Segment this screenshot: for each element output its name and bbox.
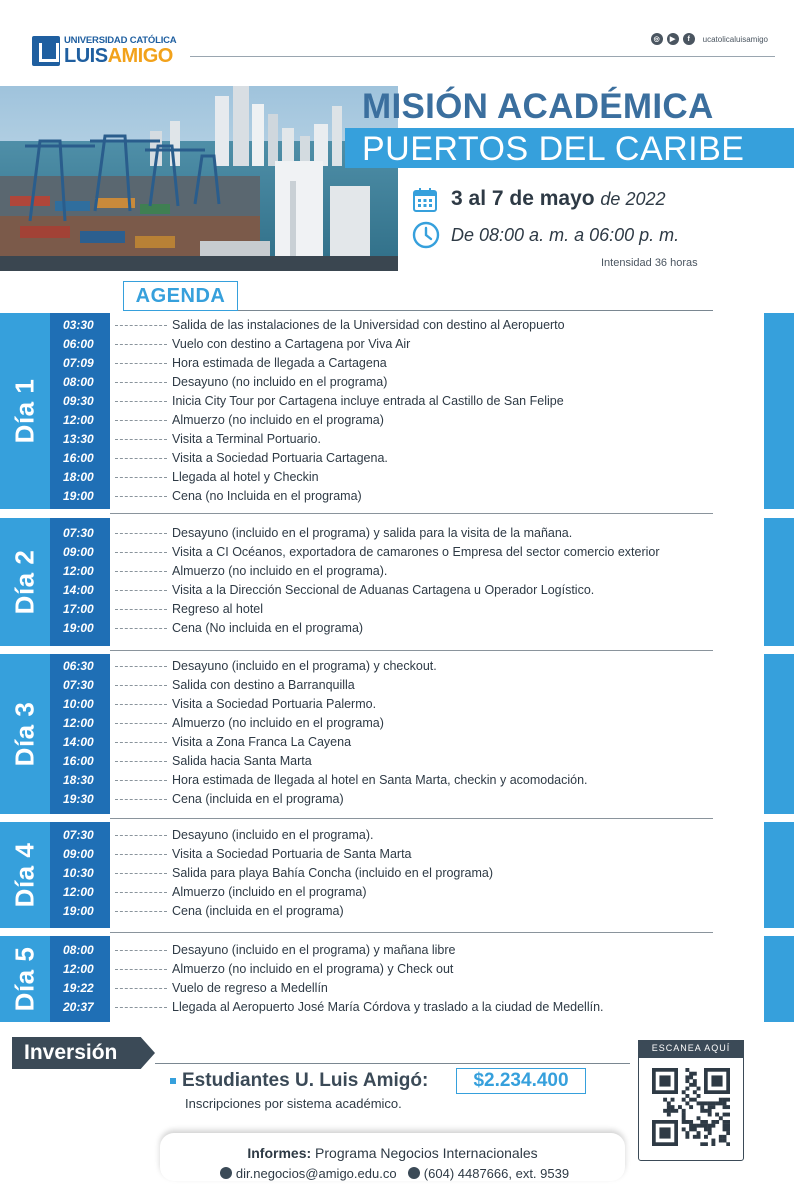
agenda-time: 17:00	[63, 602, 94, 616]
agenda-time: 10:00	[63, 697, 94, 711]
agenda-description: Desayuno (incluido en el programa) y checkout.	[172, 659, 437, 673]
agenda-row	[0, 619, 794, 638]
info-line: Informes: Programa Negocios Internacionales	[247, 1145, 538, 1161]
agenda-description: Vuelo con destino a Cartagena por Viva Air	[172, 337, 411, 351]
agenda-dash	[115, 590, 167, 591]
header-divider	[190, 56, 775, 57]
agenda-row	[0, 902, 794, 921]
agenda-time: 07:30	[63, 678, 94, 692]
agenda-dash	[115, 1007, 167, 1008]
agenda-dash	[115, 325, 167, 326]
agenda-time: 19:00	[63, 904, 94, 918]
agenda-row	[0, 354, 794, 373]
agenda-description: Almuerzo (no incluido en el programa).	[172, 564, 388, 578]
agenda-dash	[115, 496, 167, 497]
agenda-dash	[115, 835, 167, 836]
agenda-time: 03:30	[63, 318, 94, 332]
day-separator	[110, 932, 713, 933]
agenda-time: 07:30	[63, 828, 94, 842]
event-dates: 3 al 7 de mayo de 2022	[451, 187, 666, 210]
agenda-time: 12:00	[63, 564, 94, 578]
logo-top-text: UNIVERSIDAD CATÓLICA	[64, 35, 177, 46]
agenda-row	[0, 392, 794, 411]
agenda-description: Visita a Zona Franca La Cayena	[172, 735, 352, 749]
qr-header-text: ESCANEA AQUÍ	[651, 1043, 731, 1053]
agenda-description: Desayuno (no incluido en el programa)	[172, 375, 388, 389]
agenda-dash	[115, 552, 167, 553]
agenda-dash	[115, 742, 167, 743]
investment-label: Inversión	[24, 1041, 118, 1064]
agenda-divider	[238, 310, 713, 311]
agenda-time: 06:00	[63, 337, 94, 351]
agenda-row	[0, 864, 794, 883]
agenda-description: Hora estimada de llegada al hotel en Santa Marta, checkin y acomodación.	[172, 773, 588, 787]
agenda-time: 19:30	[63, 792, 94, 806]
qr-code[interactable]	[652, 1068, 730, 1146]
day-label: Día 2	[9, 549, 40, 615]
agenda-dash	[115, 382, 167, 383]
investment-divider	[155, 1063, 630, 1064]
agenda-description: Visita a Terminal Portuario.	[172, 432, 321, 446]
agenda-dash	[115, 628, 167, 629]
agenda-description: Visita a la Dirección Seccional de Aduanas Cartagena u Operador Logístico.	[172, 583, 595, 597]
agenda-row	[0, 733, 794, 752]
agenda-dash	[115, 892, 167, 893]
agenda-time: 16:00	[63, 754, 94, 768]
agenda-row	[0, 883, 794, 902]
agenda-row	[0, 524, 794, 543]
agenda-description: Inicia City Tour por Cartagena incluye entrada al Castillo de San Felipe	[172, 394, 564, 408]
title-line2: PUERTOS DEL CARIBE	[362, 130, 745, 168]
agenda-description: Cena (no Incluida en el programa)	[172, 489, 362, 503]
agenda-description: Salida de las instalaciones de la Universidad con destino al Aeropuerto	[172, 318, 565, 332]
calendar-icon	[412, 187, 438, 213]
agenda-row	[0, 676, 794, 695]
agenda-time: 07:30	[63, 526, 94, 540]
agenda-row	[0, 790, 794, 809]
title-line1: MISIÓN ACADÉMICA	[362, 87, 714, 126]
agenda-description: Visita a CI Océanos, exportadora de camarones o Empresa del sector comercio exterior	[172, 545, 660, 559]
agenda-dash	[115, 420, 167, 421]
agenda-description: Almuerzo (no incluido en el programa) y Check out	[172, 962, 454, 976]
agenda-row	[0, 998, 794, 1017]
agenda-row	[0, 600, 794, 619]
agenda-row	[0, 714, 794, 733]
agenda-dash	[115, 363, 167, 364]
agenda-dash	[115, 344, 167, 345]
agenda-dash	[115, 780, 167, 781]
agenda-dash	[115, 401, 167, 402]
facebook-icon[interactable]: f	[683, 33, 695, 45]
agenda-description: Regreso al hotel	[172, 602, 264, 616]
students-label: Estudiantes U. Luis Amigó:	[170, 1070, 428, 1092]
agenda-time: 06:30	[63, 659, 94, 673]
agenda-row	[0, 581, 794, 600]
agenda-dash	[115, 799, 167, 800]
day-separator	[110, 513, 713, 514]
agenda-description: Visita a Sociedad Portuaria Cartagena.	[172, 451, 388, 465]
event-time: De 08:00 a. m. a 06:00 p. m.	[451, 225, 680, 245]
agenda-row	[0, 845, 794, 864]
agenda-row	[0, 960, 794, 979]
agenda-time: 14:00	[63, 583, 94, 597]
agenda-row	[0, 752, 794, 771]
agenda-time: 07:09	[63, 356, 94, 370]
agenda-time: 14:00	[63, 735, 94, 749]
agenda-time: 08:00	[63, 943, 94, 957]
agenda-row	[0, 468, 794, 487]
agenda-dash	[115, 873, 167, 874]
agenda-dash	[115, 950, 167, 951]
agenda-row	[0, 562, 794, 581]
agenda-time: 18:00	[63, 470, 94, 484]
agenda-time: 20:37	[63, 1000, 94, 1014]
agenda-row	[0, 543, 794, 562]
agenda-description: Llegada al hotel y Checkin	[172, 470, 319, 484]
agenda-dash	[115, 988, 167, 989]
agenda-description: Salida para playa Bahía Concha (incluido en el programa)	[172, 866, 494, 880]
agenda-dash	[115, 477, 167, 478]
agenda-time: 12:00	[63, 413, 94, 427]
agenda-description: Almuerzo (incluido en el programa)	[172, 885, 367, 899]
enroll-note: Inscripciones por sistema académico.	[185, 1096, 402, 1111]
agenda-time: 12:00	[63, 885, 94, 899]
agenda-time: 19:00	[63, 489, 94, 503]
day-label: Día 5	[9, 946, 40, 1012]
agenda-description: Salida con destino a Barranquilla	[172, 678, 355, 692]
agenda-dash	[115, 666, 167, 667]
agenda-dash	[115, 685, 167, 686]
agenda-row	[0, 941, 794, 960]
agenda-row	[0, 771, 794, 790]
agenda-description: Cena (incluida en el programa)	[172, 792, 344, 806]
day-separator	[110, 650, 713, 651]
agenda-description: Visita a Sociedad Portuaria de Santa Marta	[172, 847, 412, 861]
agenda-row	[0, 657, 794, 676]
agenda-description: Almuerzo (no incluido en el programa)	[172, 413, 384, 427]
agenda-time: 09:30	[63, 394, 94, 408]
phone-number[interactable]: (604) 4487666, ext. 9539	[423, 1166, 570, 1181]
agenda-description: Almuerzo (no incluido en el programa)	[172, 716, 384, 730]
agenda-time: 12:00	[63, 962, 94, 976]
agenda-dash	[115, 609, 167, 610]
agenda-time: 08:00	[63, 375, 94, 389]
agenda-row	[0, 430, 794, 449]
agenda-time: 10:30	[63, 866, 94, 880]
agenda-time: 16:00	[63, 451, 94, 465]
agenda-label: AGENDA	[135, 285, 226, 307]
agenda-dash	[115, 969, 167, 970]
event-hours: Intensidad 36 horas	[601, 257, 698, 269]
agenda-time: 18:30	[63, 773, 94, 787]
agenda-time: 13:30	[63, 432, 94, 446]
port-photo	[0, 86, 398, 271]
agenda-description: Cena (No incluida en el programa)	[172, 621, 364, 635]
youtube-icon[interactable]: ▶	[667, 33, 679, 45]
agenda-time: 09:00	[63, 847, 94, 861]
agenda-description: Desayuno (incluido en el programa).	[172, 828, 374, 842]
day-separator	[110, 818, 713, 819]
agenda-time: 09:00	[63, 545, 94, 559]
day-label: Día 4	[9, 842, 40, 908]
day-label: Día 3	[9, 701, 40, 767]
contact-line	[160, 1166, 625, 1181]
logo-shield-icon	[32, 36, 60, 66]
agenda-dash	[115, 571, 167, 572]
phone-icon	[408, 1167, 420, 1179]
agenda-row	[0, 487, 794, 506]
email-icon	[220, 1167, 232, 1179]
agenda-description: Llegada al Aeropuerto José María Córdova y traslado a la ciudad de Medellín.	[172, 1000, 604, 1014]
agenda-time: 12:00	[63, 716, 94, 730]
agenda-description: Visita a Sociedad Portuaria Palermo.	[172, 697, 377, 711]
agenda-description: Desayuno (incluido en el programa) y salida para la visita de la mañana.	[172, 526, 573, 540]
agenda-row	[0, 826, 794, 845]
agenda-description: Salida hacia Santa Marta	[172, 754, 312, 768]
agenda-row	[0, 695, 794, 714]
day-label: Día 1	[9, 378, 40, 444]
agenda-row	[0, 373, 794, 392]
agenda-dash	[115, 911, 167, 912]
agenda-description: Vuelo de regreso a Medellín	[172, 981, 328, 995]
agenda-description: Hora estimada de llegada a Cartagena	[172, 356, 387, 370]
agenda-time: 19:00	[63, 621, 94, 635]
agenda-description: Desayuno (incluido en el programa) y mañana libre	[172, 943, 456, 957]
agenda-dash	[115, 723, 167, 724]
social-handle[interactable]: ucatolicaluisamigo	[702, 34, 768, 44]
agenda-dash	[115, 704, 167, 705]
agenda-row	[0, 335, 794, 354]
agenda-description: Cena (incluida en el programa)	[172, 904, 344, 918]
agenda-dash	[115, 854, 167, 855]
agenda-row	[0, 411, 794, 430]
agenda-row	[0, 316, 794, 335]
agenda-time: 19:22	[63, 981, 94, 995]
price-value: $2.234.400	[473, 1070, 569, 1091]
clock-icon	[412, 221, 440, 249]
logo-name: LUISAMIGO	[64, 45, 173, 67]
email-link[interactable]: dir.negocios@amigo.edu.co	[235, 1166, 397, 1181]
agenda-dash	[115, 761, 167, 762]
instagram-icon[interactable]: ◎	[651, 33, 663, 45]
university-logo	[32, 34, 192, 68]
agenda-row	[0, 449, 794, 468]
bullet-icon	[170, 1078, 176, 1084]
agenda-dash	[115, 458, 167, 459]
social-links	[651, 33, 768, 45]
agenda-dash	[115, 439, 167, 440]
agenda-row	[0, 979, 794, 998]
agenda-dash	[115, 533, 167, 534]
